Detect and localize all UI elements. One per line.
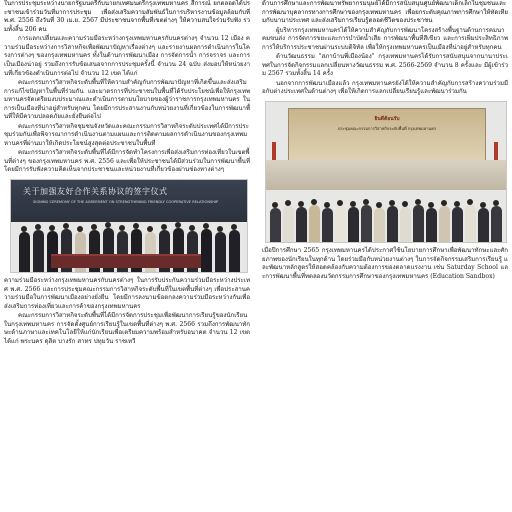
poster-title: ยินดีต้อนรับ [374,115,400,122]
left-column [4,0,250,347]
attendee-figure [413,205,424,242]
group-meeting-photo [265,101,507,243]
attendee-figure [478,208,489,242]
building-backdrop [266,160,506,190]
attendee-head [480,202,486,208]
attendee-figure [465,205,476,242]
attendee-figure [491,206,502,242]
delegate-figure [215,232,226,272]
right-column [262,0,508,282]
attendee-figure [426,208,437,242]
attendee-head [402,201,408,207]
attendee-head [467,199,473,205]
attendee-head [454,201,460,207]
body-paragraph: คณะกรรมการวิสาหกิจระดับพื้นที่ได้มีการจัดทำโครงการเพื่อส่งเสริมการท่องเที่ยวในเขตพื้นที่ต่างๆ ของกรุงเทพมหานคร พ.ศ. 2556 และเพื่อให้ประชาชนได้มีส่วนร่วมในการพัฒนาพื้นที่ โดยมีการรับฟังความคิดเห็นจากประชาชนและหน่วยงานที่เกี่ยวข้องผ่านช่องทางต่างๆ [4,149,250,174]
attendee-head [428,202,434,208]
welcome-poster [288,108,486,164]
poster-subtitle: ประชุมคณะกรรมการวิสาหกิจระดับพื้นที่ กรุงเทพมหานคร [337,125,437,131]
body-paragraph: นอกจากการพัฒนาเมืองแล้ว กรุงเทพมหานครยังได้ให้ความสำคัญกับการสร้างความร่วมมือกับต่างประเทศในด้านต่างๆ เพื่อให้เกิดการแลกเปลี่ยนเรียนรู้และพัฒนาร่วมกัน [262,79,508,96]
attendee-figure [452,207,463,242]
attendee-head [415,199,421,205]
body-paragraph: การแลกเปลี่ยนและความร่วมมือระหว่างกรุงเทพมหานครกับนครต่างๆ จำนวน 12 เมือง ความร่วมมือระหว่างการวิสาหกิจเพื่อพัฒนาปัญหาเรื่องต่างๆ และรายงานผลการดำเนินการในโครงการต่างๆ ของกรุงเทพมหานคร ทั้งในด้านการพัฒนาเมือง การจัดการน้ำ การจราจร และการเป็นเมืองน่าอยู่ รวมถึงการรับข้อเสนอจากการประชุมครั้งนี้ จำนวน 24 ฉบับ ส่งมอบให้หน่วยงานที่เกี่ยวข้องดำเนินการต่อไป จำนวน 12 เขต ได้แก่ [4,35,250,77]
attendee-figure [348,207,359,242]
attendee-figure [400,207,411,242]
attendee-head [285,200,291,206]
attendee-figure [309,205,320,242]
attendee-figure [296,207,307,242]
delegate-figure [33,230,44,272]
attendee-figure [283,206,294,242]
attendee-figure [270,208,281,242]
attendee-head [272,202,278,208]
attendee-figure [361,205,372,242]
attendee-figure [439,206,450,242]
attendee-figure [374,208,385,242]
body-paragraph: ผู้บริหารกรุงเทพมหานครได้ให้ความสำคัญกับการพัฒนาโครงสร้างพื้นฐานด้านการคมนาคมขนส่ง การจัดการขยะและการบำบัดน้ำเสีย การพัฒนาพื้นที่สีเขียว และการเพิ่มประสิทธิภาพการให้บริการประชาชนผ่านระบบดิจิทัล เพื่อให้กรุงเทพมหานครเป็นเมืองที่น่าอยู่สำหรับทุกคน [262,26,508,51]
attendee-figure [387,206,398,242]
delegate-figure [19,232,30,272]
body-paragraph: คณะกรรมการวิสาหกิจระดับพื้นที่ให้ความสำคัญกับการพัฒนาปัญหาที่เกิดขึ้นและส่งเสริมการแก้ไขปัญหาในพื้นที่ร่วมกัน และมาตรการที่ประชาชนในพื้นที่ได้รับประโยชน์เพื่อให้กรุงเทพมหานครจัดเตรียมงบประมาณและดำเนินการตามนโยบายของผู้ว่าราชการกรุงเทพมหานคร ในการเป็นเมืองที่น่าอยู่สำหรับทุกคน โดยมีการประสานงานกับหน่วยงานที่เกี่ยวข้องในการพัฒนาพื้นที่ให้มีความปลอดภัยและยั่งยืนต่อไป [4,78,250,121]
attendee-head [441,200,447,206]
body-paragraph: คณะกรรมการวิสาหกิจระดับพื้นที่ได้มีการจัดการประชุมเพื่อพัฒนาการเรียนรู้ของนักเรียนในกรุงเทพมหานคร การจัดตั้งศูนย์การเรียนรู้ในเขตพื้นที่ต่างๆ พ.ศ. 2566 รวมถึงการพัฒนาทักษะด้านภาษาและเทคโนโลยีให้แก่นักเรียนเพื่อเตรียมความพร้อมสำหรับอนาคต จำนวน 12 เขต ได้แก่ พระนคร ดุสิต บางรัก สาทร ปทุมวัน ราชเทวี [4,312,250,346]
body-paragraph: ด้านการศึกษาและการพัฒนาทรัพยากรมนุษย์ได้มีการสนับสนุนศูนย์พัฒนาเด็กเล็กในชุมชนและการพัฒนาบุคลากรทางการศึกษาของกรุงเทพมหานคร เพื่อยกระดับคุณภาพการศึกษาให้ทัดเทียมกับนานาประเทศ และส่งเสริมการเรียนรู้ตลอดชีวิตของประชาชน [262,0,508,25]
body-paragraph: ด้านวัฒนธรรม "สภาบ้านพี่เมืองน้อง" กรุงเทพมหานครได้รับการสนับสนุนจากนานาประเทศในการจัดกิจกรรมแลกเปลี่ยนทางวัฒนธรรม พ.ศ. 2566-2569 จำนวน 8 ครั้งและ มีผู้เข้าร่วม 2567 รวมทั้งสิ้น 14 ครั้ง [262,53,508,78]
attendees-group [266,188,506,242]
signing-ceremony-photo [10,179,248,273]
body-paragraph: ความร่วมมือระหว่างกรุงเทพมหานครกับนครต่างๆ ในการรับประกันความร่วมมือระหว่างประเทศ พ.ศ. 2566 และการประชุมคณะกรรมการวิสาหกิจระดับพื้นที่ในเขตพื้นที่ต่างๆ เพื่อประสานความร่วมมือในการพัฒนาเมืองอย่างยั่งยืน โดยมีการลงนามข้อตกลงความร่วมมือระหว่างกันเพื่อส่งเสริมการท่องเที่ยวและการค้าของกรุงเทพมหานคร [4,277,250,310]
body-paragraph: คณะกรรมการวิสาหกิจชุมชนจังหวัดและคณะกรรมการวิสาหกิจระดับประเทศได้มีการประชุมร่วมกันเพื่อพิจารณาการดำเนินงานตามแผนและการติดตามผลการดำเนินงานของกรุงเทพมหานครที่ผ่านมาให้เกิดประโยชน์สูงสุดต่อประชาชนในพื้นที่ [4,122,249,147]
attendee-head [363,199,369,205]
signing-table [51,254,201,268]
attendee-figure [335,206,346,242]
attendee-head [493,200,499,206]
banner-title: 关于加强友好合作关系协议的签字仪式 [23,187,168,197]
attendee-head [311,199,317,205]
delegate-figure [229,230,240,272]
attendee-head [376,202,382,208]
attendee-head [389,200,395,206]
attendee-head [350,201,356,207]
attendee-head [298,201,304,207]
body-paragraph: ในการประชุมระหว่างนายกรัฐมนตรีกับนายกเทศมนตรีกรุงเทพมหานคร สีการณ์ ยกตลอดได้ประชาชนเข้าร่วมวันที่มาการประชุม เพื่อส่งเสริมความสัมพันธ์ในการบริหารงานข้อมูลล้อมกับที่ พ.ศ. 2556 ถึงวันที่ 30 เม.ย. 2567 มีประชาชนจากพื้นที่เขตต่างๆ ให้ความสนใจร่วมรับฟัง รวมทั้งสิ้น 206 คน [4,0,250,33]
delegate-figure [201,229,212,272]
attendee-head [337,200,343,206]
attendee-figure [322,208,333,242]
banner-subtitle: SIGNING CEREMONY OF THE AGREEMENT ON STRENGTHENING FRIENDLY COOPERATIVE RELATIONSHIP [33,200,219,205]
attendee-head [324,202,330,208]
body-paragraph: เมื่อปีการศึกษา 2565 กรุงเทพมหานครได้ประกาศใช้นโยบายการศึกษาเพื่อพัฒนาทักษะและศักยภาพของนักเรียนในทุกด้าน โดยร่วมมือกับหน่วยงานต่างๆ ในการจัดกิจกรรมเสริมการเรียนรู้ และพัฒนาหลักสูตรให้สอดคล้องกับความต้องการของตลาดแรงงาน เช่น Saturday School และการพัฒนาพื้นที่ทดลองนวัตกรรมการศึกษาของกรุงเทพมหานคร (Education Sandbox) [262,246,508,280]
